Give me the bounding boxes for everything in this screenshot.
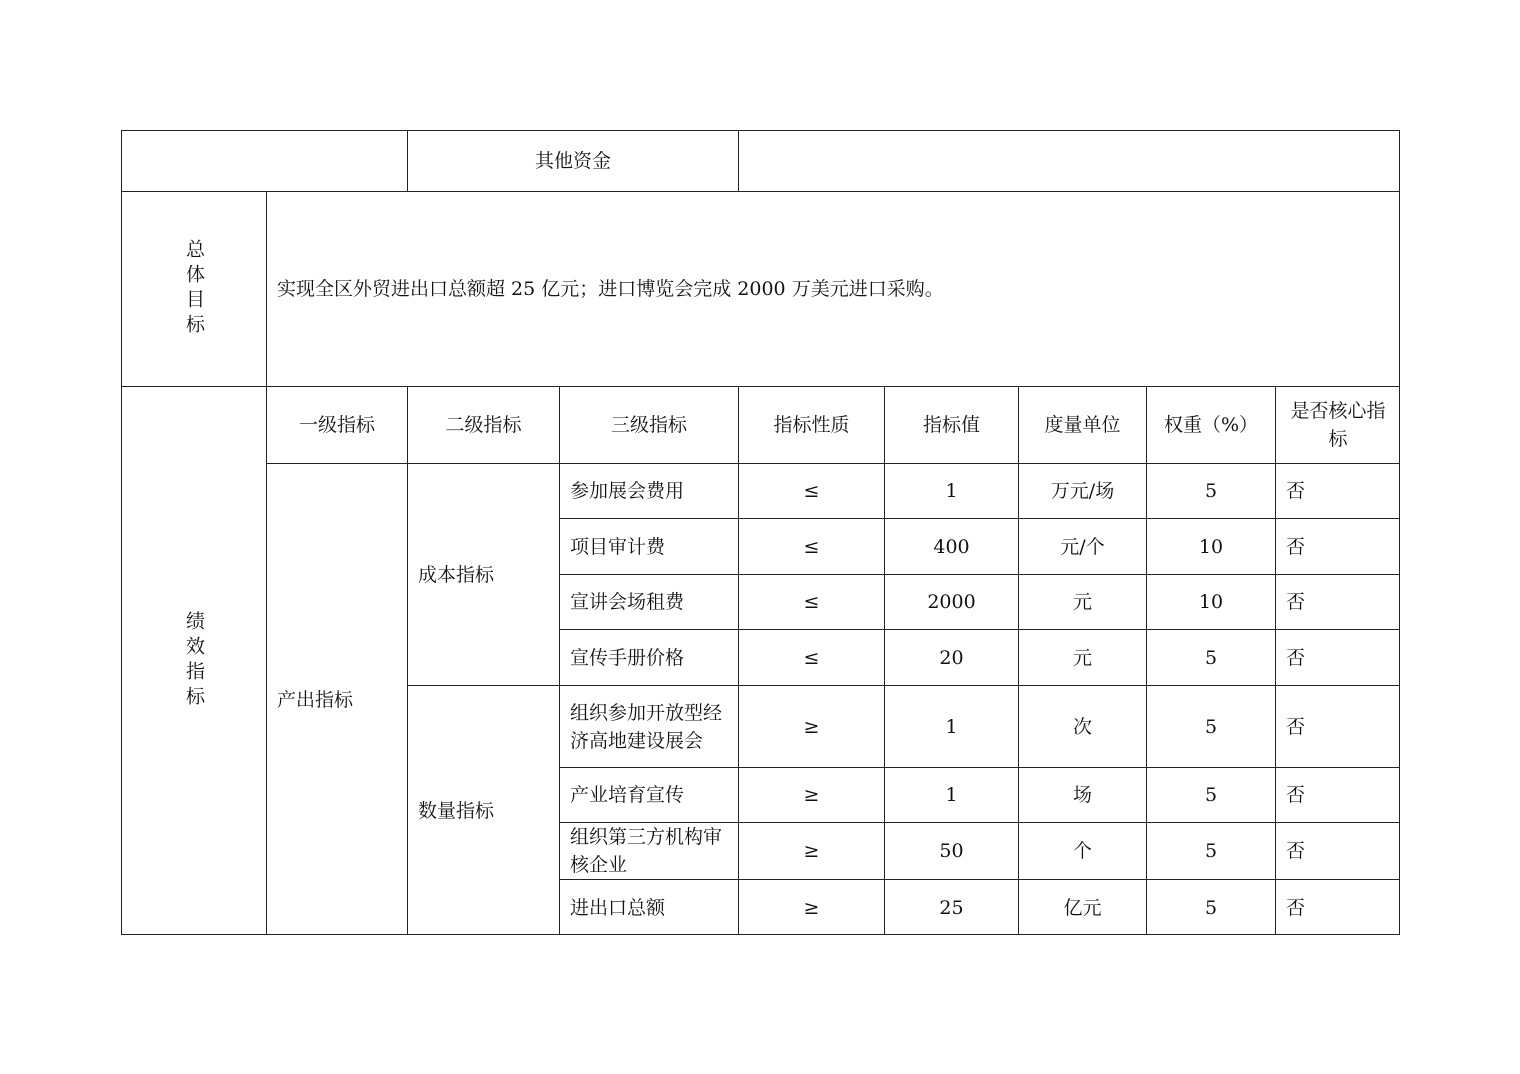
indicator-name: 宣讲会场租费: [559, 574, 738, 629]
indicator-unit: 个: [1018, 822, 1146, 879]
indicator-operator: ≥: [738, 685, 884, 767]
indicator-operator: ≥: [738, 879, 884, 935]
indicator-value: 400: [884, 518, 1018, 574]
indicator-unit: 亿元: [1018, 879, 1146, 935]
level2-quantity: 数量指标: [407, 685, 559, 935]
indicator-value: 2000: [884, 574, 1018, 629]
indicator-operator: ≤: [738, 574, 884, 629]
indicator-core: 否: [1275, 629, 1400, 685]
indicator-core: 否: [1275, 574, 1400, 629]
performance-table: [121, 130, 1400, 935]
indicator-value: 1: [884, 463, 1018, 518]
header-level3: 三级指标: [559, 386, 738, 463]
indicator-core: 否: [1275, 767, 1400, 822]
performance-label: 绩效指标: [183, 611, 205, 711]
indicator-core: 否: [1275, 822, 1400, 879]
indicator-unit: 次: [1018, 685, 1146, 767]
header-core: [1275, 386, 1400, 463]
indicator-name: 项目审计费: [559, 518, 738, 574]
indicator-weight: 5: [1146, 629, 1275, 685]
funds-empty-cell: [121, 130, 407, 191]
header-level2: 二级指标: [407, 386, 559, 463]
indicator-value: 50: [884, 822, 1018, 879]
indicator-unit: 场: [1018, 767, 1146, 822]
header-level1: 一级指标: [266, 386, 407, 463]
indicator-weight: 5: [1146, 822, 1275, 879]
indicator-operator: ≤: [738, 463, 884, 518]
indicator-weight: 5: [1146, 463, 1275, 518]
indicator-weight: 5: [1146, 767, 1275, 822]
indicator-name: 宣传手册价格: [559, 629, 738, 685]
level1-cell: 产出指标: [266, 463, 407, 935]
goal-label: 总体目标: [183, 239, 205, 339]
indicator-operator: ≤: [738, 518, 884, 574]
indicator-weight: 5: [1146, 879, 1275, 935]
header-weight: 权重（%）: [1146, 386, 1275, 463]
indicator-core: 否: [1275, 463, 1400, 518]
indicator-name: 参加展会费用: [559, 463, 738, 518]
funds-label: 其他资金: [407, 130, 738, 191]
header-unit: 度量单位: [1018, 386, 1146, 463]
indicator-name: 组织参加开放型经济高地建设展会: [559, 685, 738, 767]
funds-value: [738, 130, 1400, 191]
indicator-operator: ≥: [738, 767, 884, 822]
indicator-core: 否: [1275, 518, 1400, 574]
level2-cost: 成本指标: [407, 463, 559, 685]
goal-text: 实现全区外贸进出口总额超 25 亿元；进口博览会完成 2000 万美元进口采购。: [266, 191, 1400, 386]
indicator-core: 否: [1275, 685, 1400, 767]
indicator-operator: ≤: [738, 629, 884, 685]
indicator-operator: ≥: [738, 822, 884, 879]
indicator-value: 1: [884, 767, 1018, 822]
indicator-weight: 5: [1146, 685, 1275, 767]
indicator-value: 25: [884, 879, 1018, 935]
indicator-unit: 元: [1018, 629, 1146, 685]
header-value: 指标值: [884, 386, 1018, 463]
indicator-unit: 万元/场: [1018, 463, 1146, 518]
indicator-unit: 元/个: [1018, 518, 1146, 574]
indicator-value: 1: [884, 685, 1018, 767]
indicator-name: 组织第三方机构审核企业: [559, 822, 738, 879]
indicator-weight: 10: [1146, 518, 1275, 574]
indicator-value: 20: [884, 629, 1018, 685]
header-core-text: 是否核心指标: [1290, 400, 1386, 450]
indicator-unit: 元: [1018, 574, 1146, 629]
indicator-name: 进出口总额: [559, 879, 738, 935]
indicator-name: 产业培育宣传: [559, 767, 738, 822]
indicator-core: 否: [1275, 879, 1400, 935]
goal-label-cell: [121, 191, 266, 386]
performance-label-cell: [121, 386, 266, 935]
indicator-weight: 10: [1146, 574, 1275, 629]
header-nature: 指标性质: [738, 386, 884, 463]
